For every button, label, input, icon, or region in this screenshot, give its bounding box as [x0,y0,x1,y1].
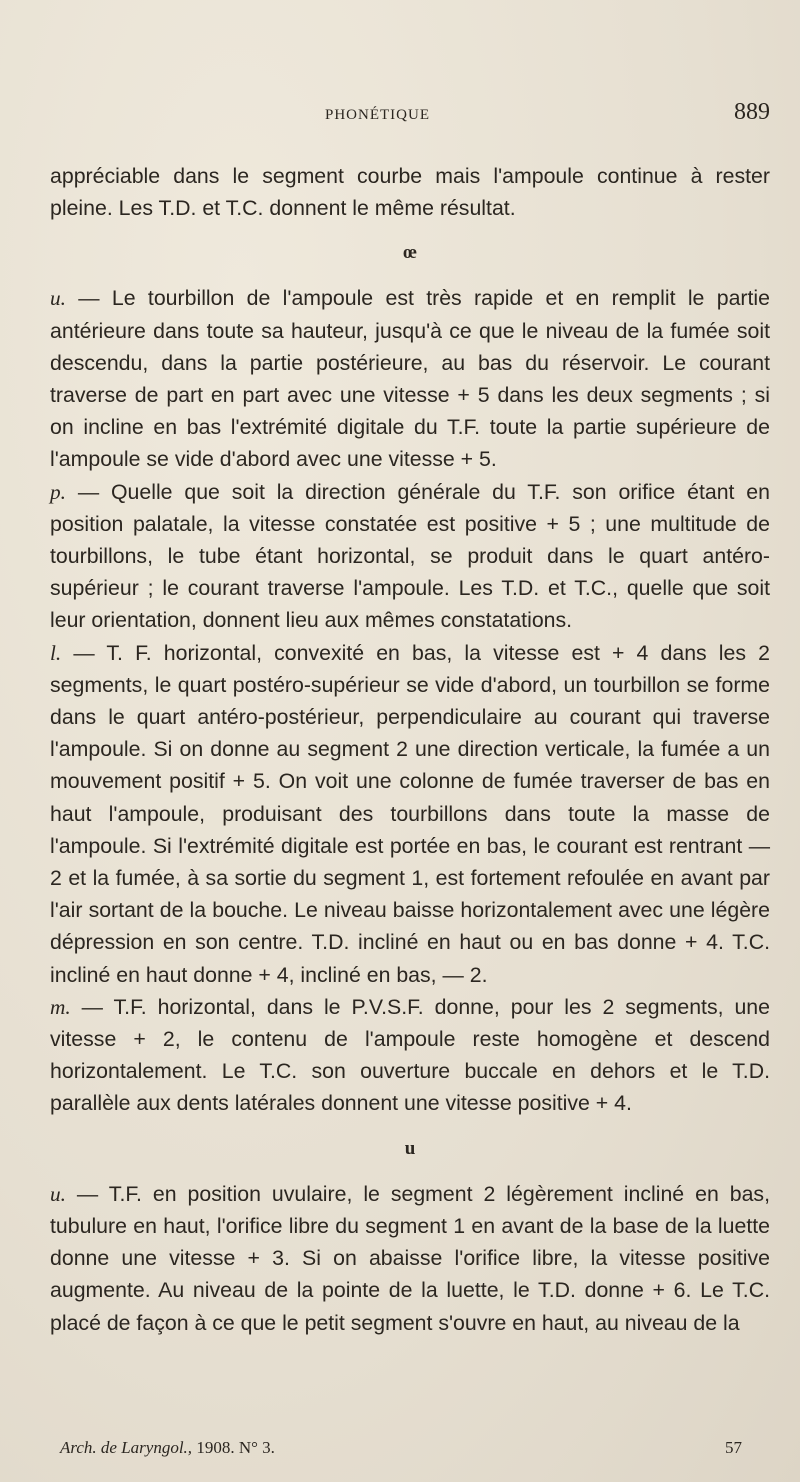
paragraph: m. — T.F. horizontal, dans le P.V.S.F. donne, pour les 2 segments, une vitesse + 2, le contenu de l'ampoule reste homogène et descend horizontalement. Le T.C. son ouverture buccale en dehors et le T.D. parallèle aux dents latérales donnent une vitesse positive + 4. [50,994,770,1116]
paragraph-label: u. [50,286,66,311]
section-heading-u: u [404,1137,416,1159]
paragraph: p. — Quelle que soit la direction générale du T.F. son orifice étant en position palatale, la vitesse constatée est positive + 5 ; une multitude de tourbillons, le tube étant horizontal, se produit dans le quart antéro-supérieur ; le courant traverse l'ampoule. Les T.D. et T.C., quelle que soit leur orientation, donnent lieu aux mêmes constatations. [50,479,770,633]
signature-mark: 57 [725,1438,742,1457]
page-body [50,160,770,1339]
paragraph: l. — T. F. horizontal, convexité en bas, la vitesse est + 4 dans les 2 segments, le quart postéro-supérieur se vide d'abord, un tourbillon se forme dans le quart antéro-postérieur, perpendiculaire au courant qui traverse l'ampoule. Si on donne au segment 2 une direction verticale, la fumée a un mouvement positif + 5. On voit une colonne de fumée traverser de bas en haut l'ampoule, produisant des tourbillons dans toute la masse de l'ampoule. Si l'extrémité digitale est portée en bas, le courant est rentrant — 2 et la fumée, à sa sortie du segment 1, est fortement refoulée en avant par l'air sortant de la bouche. Le niveau baisse horizontalement avec une légère dépression en son centre. T.D. incliné en haut ou en bas donne + 4. T.C. incliné en haut donne + 4, incliné en bas, — 2. [50,640,770,987]
paragraph-label: l. [50,640,62,665]
paragraph-label: u. [50,1181,66,1206]
paragraph-label: m. [50,994,71,1019]
journal-name: Arch. de Laryngol., [60,1438,193,1457]
page-number: 889 [734,99,770,125]
paragraph: u. — T.F. en position uvulaire, le segment 2 légèrement incliné en bas, tubulure en haut, l'orifice libre du segment 1 en avant de la base de la luette donne une vitesse + 3. Si on abaisse l'orifice libre, la vitesse positive augmente. Au niveau de la pointe de la luette, le T.D. donne + 6. Le T.C. placé de façon à ce que le petit segment s'ouvre en haut, au niveau de la [50,1181,770,1335]
paragraph: u. — Le tourbillon de l'ampoule est très rapide et en remplit le partie antérieure dans toute sa hauteur, jusqu'à ce que le niveau de la fumée soit descendu, dans la partie postérieure, au bas du réservoir. Le courant traverse de part en part avec une vitesse + 5 dans les deux segments ; si on incline en bas l'extrémité digitale du T.F. toute la partie supérieure de l'ampoule se vide d'abord avec une vitesse + 5. [50,286,770,472]
paragraph-label: p. [50,479,66,504]
body-text [50,160,770,1339]
paragraph: appréciable dans le segment courbe mais l'ampoule continue à rester pleine. Les T.D. et T.C. donnent le même résultat. [50,164,770,221]
page-footer [60,1438,760,1458]
journal-issue: 1908. N° 3. [192,1438,275,1457]
section-heading-oe: œ [403,242,417,264]
running-head: PHONÉTIQUE [325,107,430,123]
page-header [50,95,770,135]
